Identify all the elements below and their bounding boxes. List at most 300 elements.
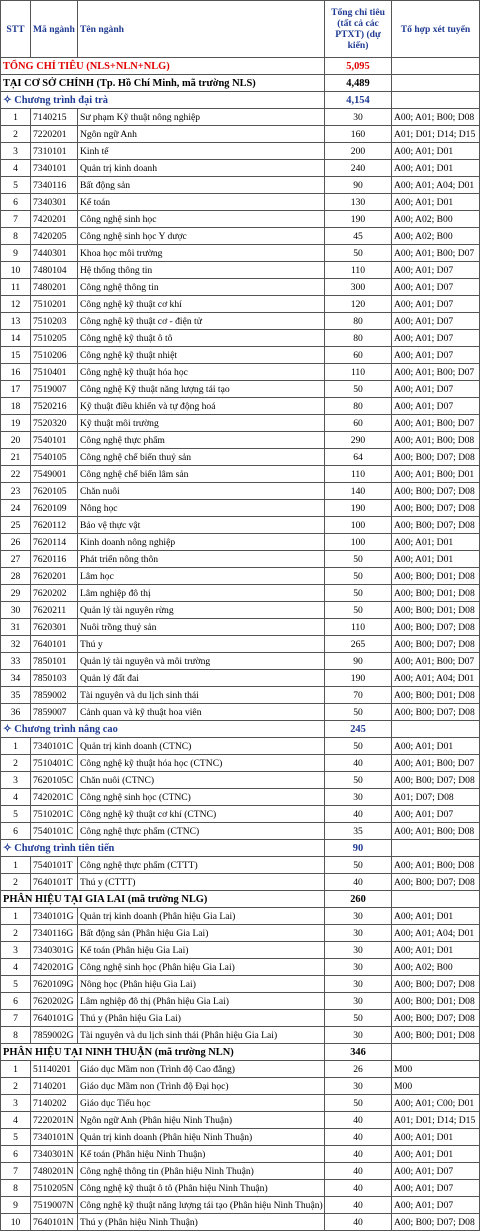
row-name: Sư phạm Kỹ thuật nông nghiệp bbox=[78, 109, 325, 126]
row-stt: 15 bbox=[1, 347, 31, 364]
row-stt: 29 bbox=[1, 585, 31, 602]
row-code: 7859002G bbox=[31, 1027, 78, 1044]
row-combo: A00; A02; B00 bbox=[392, 228, 480, 245]
section-label: ✧ Chương trình đại trà bbox=[1, 92, 325, 109]
row-quota: 64 bbox=[325, 449, 392, 466]
row-code: 7620201 bbox=[31, 568, 78, 585]
section-value: 5,095 bbox=[325, 58, 392, 75]
row-quota: 265 bbox=[325, 636, 392, 653]
row-stt: 1 bbox=[1, 1061, 31, 1078]
table-row bbox=[1, 483, 480, 500]
row-stt: 31 bbox=[1, 619, 31, 636]
section-label: TỔNG CHỈ TIÊU (NLS+NLN+NLG) bbox=[1, 58, 325, 75]
section-empty-cell bbox=[392, 840, 480, 857]
row-combo: A00; A01; D01 bbox=[392, 534, 480, 551]
row-code: 7340301N bbox=[31, 1146, 78, 1163]
row-combo: A00; B00; D07; D08 bbox=[392, 976, 480, 993]
row-stt: 4 bbox=[1, 1112, 31, 1129]
row-name: Giáo dục Tiểu học bbox=[78, 1095, 325, 1112]
row-combo: A01; D01; D14; D15 bbox=[392, 1112, 480, 1129]
table-body bbox=[1, 58, 480, 1231]
row-stt: 5 bbox=[1, 806, 31, 823]
row-name: Thú y (Phân hiệu Gia Lai) bbox=[78, 1010, 325, 1027]
row-name: Bảo vệ thực vật bbox=[78, 517, 325, 534]
row-combo: A00; A01; B00; D08 bbox=[392, 857, 480, 874]
table-row bbox=[1, 398, 480, 415]
row-code: 7220201 bbox=[31, 126, 78, 143]
row-code: 7140202 bbox=[31, 1095, 78, 1112]
row-quota: 45 bbox=[325, 228, 392, 245]
row-code: 7480104 bbox=[31, 262, 78, 279]
row-name: Quản lý đất đai bbox=[78, 670, 325, 687]
row-quota: 110 bbox=[325, 466, 392, 483]
table-row bbox=[1, 602, 480, 619]
row-stt: 16 bbox=[1, 364, 31, 381]
row-quota: 40 bbox=[325, 874, 392, 891]
row-code: 7510205 bbox=[31, 330, 78, 347]
table-row bbox=[1, 313, 480, 330]
row-name: Công nghệ kỹ thuật ô tô (Phân hiệu Ninh Thuận) bbox=[78, 1180, 325, 1197]
row-combo: A00; A02; B00 bbox=[392, 211, 480, 228]
row-code: 7640101G bbox=[31, 1010, 78, 1027]
table-row bbox=[1, 364, 480, 381]
row-combo: A00; B00; D01; D08 bbox=[392, 1027, 480, 1044]
row-code: 7340101G bbox=[31, 908, 78, 925]
table-row bbox=[1, 585, 480, 602]
row-quota: 50 bbox=[325, 704, 392, 721]
row-code: 7140215 bbox=[31, 109, 78, 126]
section-label: TẠI CƠ SỞ CHÍNH (Tp. Hồ Chí Minh, mã trường NLS) bbox=[1, 75, 325, 92]
table-row bbox=[1, 857, 480, 874]
row-combo: A00; A01; B00; D07 bbox=[392, 364, 480, 381]
row-name: Công nghệ kỹ thuật hóa học (CTNC) bbox=[78, 755, 325, 772]
table-row bbox=[1, 959, 480, 976]
row-code: 7540101C bbox=[31, 823, 78, 840]
row-combo: A00; B00; D07; D08 bbox=[392, 636, 480, 653]
row-quota: 30 bbox=[325, 942, 392, 959]
row-combo: A00; A01; B00; D08 bbox=[392, 109, 480, 126]
row-stt: 1 bbox=[1, 109, 31, 126]
row-name: Lâm nghiệp đô thị (Phân hiệu Gia Lai) bbox=[78, 993, 325, 1010]
row-combo: A00; B00; D07; D08 bbox=[392, 1214, 480, 1231]
row-code: 7620116 bbox=[31, 551, 78, 568]
table-row bbox=[1, 568, 480, 585]
row-code: 7549001 bbox=[31, 466, 78, 483]
row-name: Quản trị kinh doanh (CTNC) bbox=[78, 738, 325, 755]
row-stt: 3 bbox=[1, 1095, 31, 1112]
row-combo: A00; A01; D07 bbox=[392, 330, 480, 347]
row-quota: 30 bbox=[325, 1078, 392, 1095]
row-combo: A00; A01; D01 bbox=[392, 1146, 480, 1163]
row-code: 7340116G bbox=[31, 925, 78, 942]
row-combo: A00; A01; D07 bbox=[392, 279, 480, 296]
campus-row bbox=[1, 75, 480, 92]
row-combo: A00; A01; D07 bbox=[392, 313, 480, 330]
row-quota: 70 bbox=[325, 687, 392, 704]
row-stt: 9 bbox=[1, 245, 31, 262]
row-quota: 50 bbox=[325, 772, 392, 789]
row-name: Giáo dục Mầm non (Trình độ Cao đẳng) bbox=[78, 1061, 325, 1078]
row-name: Thú y bbox=[78, 636, 325, 653]
row-stt: 1 bbox=[1, 857, 31, 874]
table-row bbox=[1, 245, 480, 262]
row-combo: A00; A01; B00; D08 bbox=[392, 823, 480, 840]
row-stt: 20 bbox=[1, 432, 31, 449]
row-name: Công nghệ chế biến lâm sản bbox=[78, 466, 325, 483]
table-header-row bbox=[1, 1, 480, 58]
row-name: Công nghệ kỹ thuật cơ khí (CTNC) bbox=[78, 806, 325, 823]
row-name: Công nghệ Kỹ thuật năng lượng tái tạo bbox=[78, 381, 325, 398]
table-row bbox=[1, 653, 480, 670]
row-stt: 26 bbox=[1, 534, 31, 551]
row-name: Kinh tế bbox=[78, 143, 325, 160]
row-code: 7620202G bbox=[31, 993, 78, 1010]
row-code: 7340101N bbox=[31, 1129, 78, 1146]
row-combo: A00; A01; D07 bbox=[392, 806, 480, 823]
row-stt: 8 bbox=[1, 228, 31, 245]
row-code: 7220201N bbox=[31, 1112, 78, 1129]
row-quota: 30 bbox=[325, 993, 392, 1010]
section-value: 90 bbox=[325, 840, 392, 857]
row-quota: 26 bbox=[325, 1061, 392, 1078]
header-stt: STT bbox=[1, 1, 31, 58]
row-name: Tài nguyên và du lịch sinh thái bbox=[78, 687, 325, 704]
section-value: 260 bbox=[325, 891, 392, 908]
row-combo: A00; B00; D07; D08 bbox=[392, 874, 480, 891]
row-stt: 5 bbox=[1, 1129, 31, 1146]
section-value: 4,154 bbox=[325, 92, 392, 109]
row-stt: 5 bbox=[1, 177, 31, 194]
total-row bbox=[1, 58, 480, 75]
row-stt: 12 bbox=[1, 296, 31, 313]
row-name: Công nghệ kỹ thuật cơ - điện tử bbox=[78, 313, 325, 330]
row-code: 7480201 bbox=[31, 279, 78, 296]
section-value: 245 bbox=[325, 721, 392, 738]
row-name: Chăn nuôi bbox=[78, 483, 325, 500]
row-code: 7850103 bbox=[31, 670, 78, 687]
row-combo: A00; A01; D07 bbox=[392, 347, 480, 364]
row-name: Công nghệ sinh học (CTNC) bbox=[78, 789, 325, 806]
row-stt: 7 bbox=[1, 1163, 31, 1180]
row-name: Nông học (Phân hiệu Gia Lai) bbox=[78, 976, 325, 993]
row-combo: A00; B00; D07; D08 bbox=[392, 517, 480, 534]
section-label: ✧ Chương trình nâng cao bbox=[1, 721, 325, 738]
row-stt: 10 bbox=[1, 262, 31, 279]
table-row bbox=[1, 126, 480, 143]
section-value: 4,489 bbox=[325, 75, 392, 92]
row-quota: 40 bbox=[325, 1180, 392, 1197]
row-stt: 24 bbox=[1, 500, 31, 517]
row-combo: A00; A01; D01 bbox=[392, 942, 480, 959]
section-empty-cell bbox=[392, 58, 480, 75]
row-quota: 50 bbox=[325, 381, 392, 398]
row-stt: 2 bbox=[1, 126, 31, 143]
row-quota: 30 bbox=[325, 789, 392, 806]
row-name: Quản trị kinh doanh (Phân hiệu Gia Lai) bbox=[78, 908, 325, 925]
header-ten-nganh: Tên ngành bbox=[78, 1, 325, 58]
row-name: Ngôn ngữ Anh bbox=[78, 126, 325, 143]
table-row bbox=[1, 976, 480, 993]
row-quota: 40 bbox=[325, 1129, 392, 1146]
row-name: Công nghệ sinh học bbox=[78, 211, 325, 228]
row-code: 7420201G bbox=[31, 959, 78, 976]
row-code: 7620202 bbox=[31, 585, 78, 602]
row-quota: 30 bbox=[325, 959, 392, 976]
row-quota: 40 bbox=[325, 806, 392, 823]
row-quota: 190 bbox=[325, 500, 392, 517]
row-name: Nông học bbox=[78, 500, 325, 517]
row-name: Quản lý tài nguyên rừng bbox=[78, 602, 325, 619]
table-row bbox=[1, 1027, 480, 1044]
row-quota: 110 bbox=[325, 262, 392, 279]
row-name: Quản trị kinh doanh (Phân hiệu Ninh Thuận) bbox=[78, 1129, 325, 1146]
row-stt: 5 bbox=[1, 976, 31, 993]
table-row bbox=[1, 551, 480, 568]
header-to-hop: Tổ hợp xét tuyển bbox=[392, 1, 480, 58]
row-name: Chăn nuôi (CTNC) bbox=[78, 772, 325, 789]
row-combo: A00; B00; D07; D08 bbox=[392, 772, 480, 789]
table-row bbox=[1, 1129, 480, 1146]
row-code: 7859007 bbox=[31, 704, 78, 721]
table-row bbox=[1, 296, 480, 313]
row-stt: 35 bbox=[1, 687, 31, 704]
row-code: 7510201C bbox=[31, 806, 78, 823]
table-row bbox=[1, 211, 480, 228]
row-code: 7340101C bbox=[31, 738, 78, 755]
row-name: Công nghệ thông tin (Phân hiệu Ninh Thuận) bbox=[78, 1163, 325, 1180]
row-combo: A00; A01; D07 bbox=[392, 1180, 480, 1197]
row-combo: A00; B00; D01; D08 bbox=[392, 585, 480, 602]
row-stt: 8 bbox=[1, 1180, 31, 1197]
row-stt: 28 bbox=[1, 568, 31, 585]
row-quota: 50 bbox=[325, 602, 392, 619]
row-combo: A00; A01; D01 bbox=[392, 551, 480, 568]
row-combo: A00; B00; D07; D08 bbox=[392, 449, 480, 466]
row-quota: 50 bbox=[325, 551, 392, 568]
row-combo: A00; A01; A04; D01 bbox=[392, 670, 480, 687]
row-quota: 50 bbox=[325, 738, 392, 755]
row-quota: 30 bbox=[325, 109, 392, 126]
row-stt: 7 bbox=[1, 211, 31, 228]
row-quota: 40 bbox=[325, 1197, 392, 1214]
row-stt: 34 bbox=[1, 670, 31, 687]
row-stt: 11 bbox=[1, 279, 31, 296]
row-code: 7620112 bbox=[31, 517, 78, 534]
row-stt: 22 bbox=[1, 466, 31, 483]
table-row bbox=[1, 636, 480, 653]
row-quota: 40 bbox=[325, 1112, 392, 1129]
row-quota: 130 bbox=[325, 194, 392, 211]
row-stt: 2 bbox=[1, 755, 31, 772]
row-quota: 40 bbox=[325, 1146, 392, 1163]
row-stt: 9 bbox=[1, 1197, 31, 1214]
row-combo: A00; A01; B00; D08 bbox=[392, 432, 480, 449]
section-empty-cell bbox=[392, 891, 480, 908]
table-row bbox=[1, 262, 480, 279]
table-row bbox=[1, 993, 480, 1010]
campus-row bbox=[1, 1044, 480, 1061]
row-name: Công nghệ kỹ thuật ô tô bbox=[78, 330, 325, 347]
row-combo: A00; A01; B00; D07 bbox=[392, 653, 480, 670]
row-code: 7640101T bbox=[31, 874, 78, 891]
row-combo: A00; A01; D07 bbox=[392, 1197, 480, 1214]
table-row bbox=[1, 925, 480, 942]
row-combo: A00; B00; D07; D08 bbox=[392, 483, 480, 500]
table-row bbox=[1, 1078, 480, 1095]
row-code: 7340301G bbox=[31, 942, 78, 959]
row-quota: 100 bbox=[325, 517, 392, 534]
row-combo: A00; A01; D01 bbox=[392, 738, 480, 755]
row-quota: 90 bbox=[325, 177, 392, 194]
row-quota: 80 bbox=[325, 330, 392, 347]
row-stt: 23 bbox=[1, 483, 31, 500]
row-quota: 50 bbox=[325, 568, 392, 585]
section-label: PHÂN HIỆU TẠI NINH THUẬN (mã trường NLN) bbox=[1, 1044, 325, 1061]
row-quota: 60 bbox=[325, 415, 392, 432]
row-name: Công nghệ thực phẩm (CTTT) bbox=[78, 857, 325, 874]
row-stt: 32 bbox=[1, 636, 31, 653]
row-combo: A00; B00; D01; D08 bbox=[392, 993, 480, 1010]
row-combo: A00; A01; A04; D01 bbox=[392, 177, 480, 194]
row-code: 7620109 bbox=[31, 500, 78, 517]
row-code: 7420201C bbox=[31, 789, 78, 806]
table-row bbox=[1, 1112, 480, 1129]
table-row bbox=[1, 500, 480, 517]
row-stt: 36 bbox=[1, 704, 31, 721]
row-stt: 2 bbox=[1, 874, 31, 891]
section-value: 346 bbox=[325, 1044, 392, 1061]
table-row bbox=[1, 755, 480, 772]
table-row bbox=[1, 330, 480, 347]
table-row bbox=[1, 942, 480, 959]
row-code: 7640101N bbox=[31, 1214, 78, 1231]
row-code: 7850101 bbox=[31, 653, 78, 670]
row-code: 7340116 bbox=[31, 177, 78, 194]
row-combo: A00; A01; D07 bbox=[392, 381, 480, 398]
row-code: 7620301 bbox=[31, 619, 78, 636]
section-label: ✧ Chương trình tiên tiến bbox=[1, 840, 325, 857]
row-stt: 13 bbox=[1, 313, 31, 330]
row-combo: A00; A01; D01 bbox=[392, 194, 480, 211]
row-stt: 33 bbox=[1, 653, 31, 670]
row-stt: 4 bbox=[1, 160, 31, 177]
row-name: Tài nguyên và du lịch sinh thái (Phân hiệu Gia Lai) bbox=[78, 1027, 325, 1044]
row-quota: 50 bbox=[325, 585, 392, 602]
row-combo: A00; A01; B00; D07 bbox=[392, 755, 480, 772]
row-combo: A00; A01; D01 bbox=[392, 160, 480, 177]
row-code: 7620105C bbox=[31, 772, 78, 789]
section-empty-cell bbox=[392, 92, 480, 109]
row-name: Ngôn ngữ Anh (Phân hiệu Ninh Thuận) bbox=[78, 1112, 325, 1129]
row-stt: 14 bbox=[1, 330, 31, 347]
program-row bbox=[1, 92, 480, 109]
row-name: Công nghệ thông tin bbox=[78, 279, 325, 296]
row-code: 7510401 bbox=[31, 364, 78, 381]
row-name: Thú y (CTTT) bbox=[78, 874, 325, 891]
row-combo: A00; B00; D01; D08 bbox=[392, 568, 480, 585]
table-row bbox=[1, 772, 480, 789]
row-combo: A00; A01; D07 bbox=[392, 398, 480, 415]
row-stt: 4 bbox=[1, 789, 31, 806]
row-stt: 30 bbox=[1, 602, 31, 619]
row-name: Nuôi trồng thuỷ sản bbox=[78, 619, 325, 636]
row-stt: 6 bbox=[1, 823, 31, 840]
row-combo: A00; A01; B00; D01 bbox=[392, 466, 480, 483]
row-code: 7340101 bbox=[31, 160, 78, 177]
row-stt: 6 bbox=[1, 993, 31, 1010]
row-stt: 25 bbox=[1, 517, 31, 534]
campus-row bbox=[1, 891, 480, 908]
row-combo: A00; B00; D01; D08 bbox=[392, 602, 480, 619]
row-quota: 30 bbox=[325, 976, 392, 993]
row-stt: 1 bbox=[1, 908, 31, 925]
row-code: 7640101 bbox=[31, 636, 78, 653]
row-name: Công nghệ sinh học Y dược bbox=[78, 228, 325, 245]
row-code: 7519007N bbox=[31, 1197, 78, 1214]
table-row bbox=[1, 517, 480, 534]
row-code: 7510203 bbox=[31, 313, 78, 330]
table-row bbox=[1, 194, 480, 211]
row-name: Khoa học môi trường bbox=[78, 245, 325, 262]
row-code: 7620109G bbox=[31, 976, 78, 993]
row-name: Giáo dục Mầm non (Trình độ Đại học) bbox=[78, 1078, 325, 1095]
row-code: 7510205N bbox=[31, 1180, 78, 1197]
row-name: Công nghệ chế biến thuỷ sản bbox=[78, 449, 325, 466]
row-combo: A00; A01; B00; D07 bbox=[392, 245, 480, 262]
row-quota: 40 bbox=[325, 755, 392, 772]
row-code: 7420205 bbox=[31, 228, 78, 245]
row-stt: 19 bbox=[1, 415, 31, 432]
row-combo: A00; B00; D07; D08 bbox=[392, 500, 480, 517]
row-name: Công nghệ thực phẩm bbox=[78, 432, 325, 449]
row-code: 7510206 bbox=[31, 347, 78, 364]
row-combo: A00; A01; D07 bbox=[392, 296, 480, 313]
row-combo: A00; A01; D01 bbox=[392, 908, 480, 925]
table-row bbox=[1, 160, 480, 177]
program-row bbox=[1, 840, 480, 857]
row-quota: 290 bbox=[325, 432, 392, 449]
row-code: 7420201 bbox=[31, 211, 78, 228]
table-row bbox=[1, 449, 480, 466]
row-name: Kế toán (Phân hiệu Ninh Thuận) bbox=[78, 1146, 325, 1163]
row-stt: 6 bbox=[1, 194, 31, 211]
row-stt: 4 bbox=[1, 959, 31, 976]
table-row bbox=[1, 534, 480, 551]
table-row bbox=[1, 908, 480, 925]
table-row bbox=[1, 1163, 480, 1180]
row-code: 7310101 bbox=[31, 143, 78, 160]
row-code: 51140201 bbox=[31, 1061, 78, 1078]
header-tong-chi-tieu: Tổng chỉ tiêu (tất cả các PTXT) (dự kiến) bbox=[325, 1, 392, 58]
row-quota: 30 bbox=[325, 925, 392, 942]
row-name: Cảnh quan và kỹ thuật hoa viên bbox=[78, 704, 325, 721]
table-row bbox=[1, 1061, 480, 1078]
row-name: Lâm nghiệp đô thị bbox=[78, 585, 325, 602]
table-row bbox=[1, 823, 480, 840]
row-quota: 50 bbox=[325, 1010, 392, 1027]
table-row bbox=[1, 687, 480, 704]
row-combo: A00; A01; D07 bbox=[392, 1163, 480, 1180]
table-row bbox=[1, 415, 480, 432]
row-combo: A00; A01; A04; D01 bbox=[392, 925, 480, 942]
row-stt: 18 bbox=[1, 398, 31, 415]
row-name: Hệ thống thông tin bbox=[78, 262, 325, 279]
row-code: 7620114 bbox=[31, 534, 78, 551]
row-quota: 90 bbox=[325, 653, 392, 670]
row-code: 7859002 bbox=[31, 687, 78, 704]
section-label: PHÂN HIỆU TẠI GIA LAI (mã trường NLG) bbox=[1, 891, 325, 908]
row-quota: 240 bbox=[325, 160, 392, 177]
